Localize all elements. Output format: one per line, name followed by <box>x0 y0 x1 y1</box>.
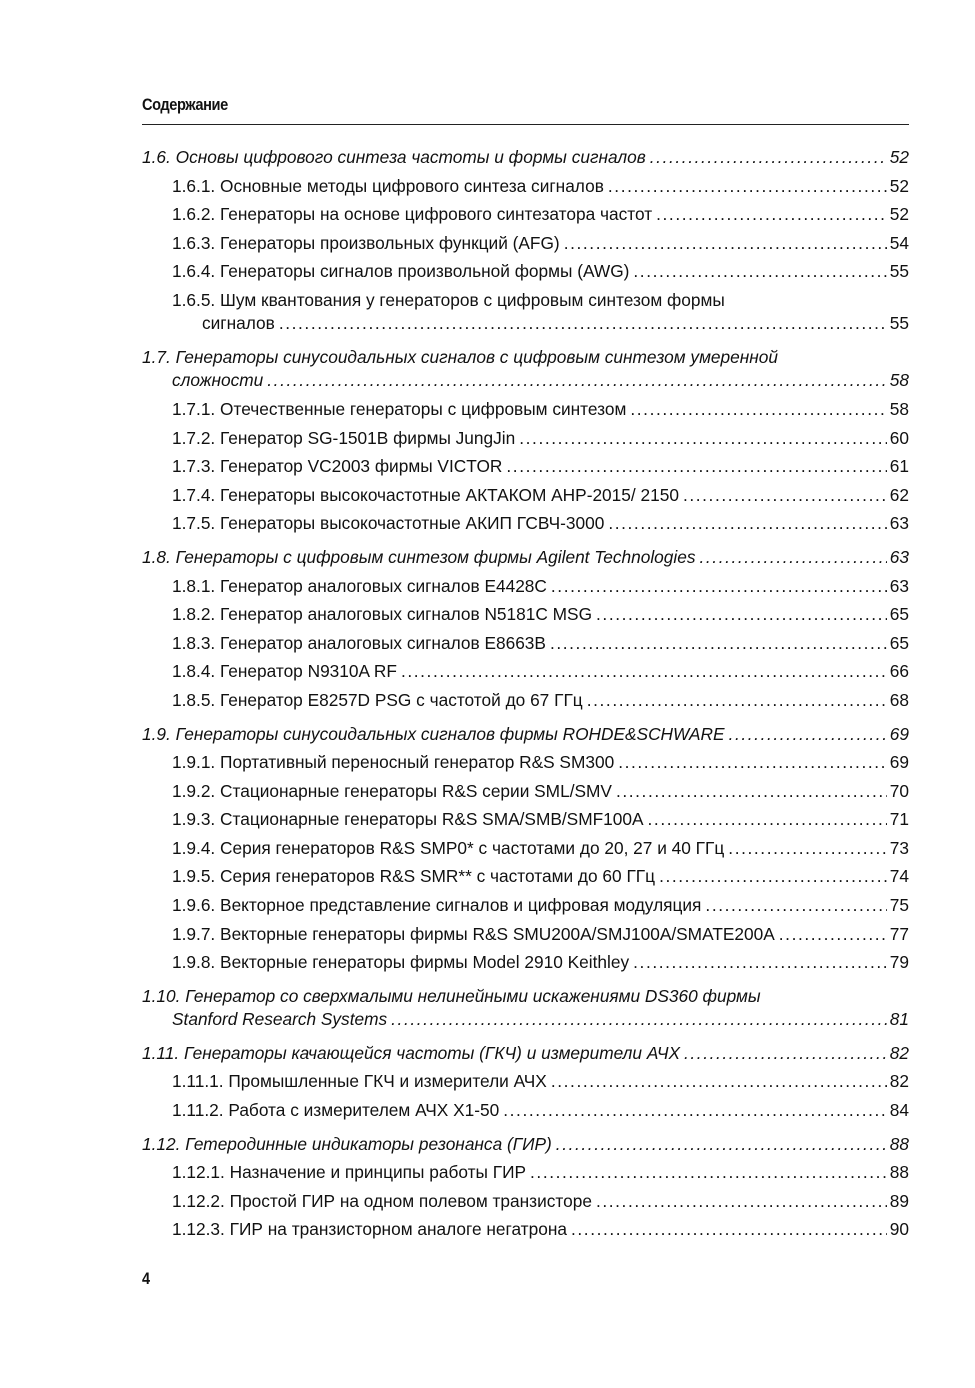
toc-entry-1-8-3[interactable]: 1.8.3. Генератор аналоговых сигналов E8663B ..... 65 <box>142 629 909 658</box>
toc-entry-1-8-4[interactable]: 1.8.4. Генератор N9310A RF ..... 66 <box>142 657 909 686</box>
toc-section-1-12 <box>142 1130 909 1244</box>
table-of-contents <box>142 143 909 1249</box>
toc-entry-1-6-1[interactable]: 1.6.1. Основные методы цифрового синтеза сигналов ..... 52 <box>142 172 909 201</box>
toc-entry-1-11-1[interactable]: 1.11.1. Промышленные ГКЧ и измерители АЧХ ..... 82 <box>142 1067 909 1096</box>
toc-entry-1-7-4[interactable]: 1.7.4. Генераторы высокочастотные АКТАКОМ AHP-2015/ 2150 ..... 62 <box>142 481 909 510</box>
toc-section-1-6 <box>142 143 909 338</box>
toc-section-1-7 <box>142 343 909 538</box>
toc-entry-1-7-3[interactable]: 1.7.3. Генератор VC2003 фирмы VICTOR ..... 61 <box>142 452 909 481</box>
toc-section-1-8 <box>142 543 909 715</box>
toc-entry-1-7[interactable]: 1.7. Генераторы синусоидальных сигналов с цифровым синтезом умеренной сложности ..... 58 <box>142 343 909 395</box>
toc-entry-1-9-8[interactable]: 1.9.8. Векторные генераторы фирмы Model 2910 Keithley ..... 79 <box>142 948 909 977</box>
toc-entry-1-9-1[interactable]: 1.9.1. Портативный переносный генератор R&S SM300 ..... 69 <box>142 748 909 777</box>
toc-entry-1-7-5[interactable]: 1.7.5. Генераторы высокочастотные АКИП ГСВЧ-3000 ..... 63 <box>142 509 909 538</box>
toc-section-1-10 <box>142 982 909 1034</box>
toc-entry-1-12-2[interactable]: 1.12.2. Простой ГИР на одном полевом транзисторе ..... 89 <box>142 1187 909 1216</box>
toc-entry-1-9-4[interactable]: 1.9.4. Серия генераторов R&S SMP0* с частотами до 20, 27 и 40 ГГц ..... 73 <box>142 834 909 863</box>
toc-entry-1-11-2[interactable]: 1.11.2. Работа с измерителем АЧХ Х1-50 ..... 84 <box>142 1096 909 1125</box>
toc-entry-1-9-2[interactable]: 1.9.2. Стационарные генераторы R&S серии SML/SMV ..... 70 <box>142 777 909 806</box>
toc-entry-1-6[interactable]: 1.6. Основы цифрового синтеза частоты и формы сигналов ..... 52 <box>142 143 909 172</box>
toc-section-1-9 <box>142 720 909 977</box>
toc-entry-1-8-5[interactable]: 1.8.5. Генератор E8257D PSG с частотой до 67 ГГц ..... 68 <box>142 686 909 715</box>
toc-entry-1-7-2[interactable]: 1.7.2. Генератор SG-1501B фирмы JungJin ..... 60 <box>142 424 909 453</box>
toc-entry-1-6-3[interactable]: 1.6.3. Генераторы произвольных функций (AFG) ..... 54 <box>142 229 909 258</box>
toc-entry-1-9[interactable]: 1.9. Генераторы синусоидальных сигналов фирмы ROHDE&SCHWARE ..... 69 <box>142 720 909 749</box>
toc-entry-1-12[interactable]: 1.12. Гетеродинные индикаторы резонанса (ГИР) ..... 88 <box>142 1130 909 1159</box>
toc-entry-1-9-3[interactable]: 1.9.3. Стационарные генераторы R&S SMA/SMB/SMF100A ..... 71 <box>142 805 909 834</box>
toc-entry-1-8[interactable]: 1.8. Генераторы с цифровым синтезом фирмы Agilent Technologies ..... 63 <box>142 543 909 572</box>
toc-entry-1-12-1[interactable]: 1.12.1. Назначение и принципы работы ГИР ..... 88 <box>142 1158 909 1187</box>
toc-entry-1-9-7[interactable]: 1.9.7. Векторные генераторы фирмы R&S SMU200A/SMJ100A/SMATE200A ..... 77 <box>142 920 909 949</box>
toc-entry-1-7-1[interactable]: 1.7.1. Отечественные генераторы с цифровым синтезом ..... 58 <box>142 395 909 424</box>
toc-entry-1-11[interactable]: 1.11. Генераторы качающейся частоты (ГКЧ) и измерители АЧХ ..... 82 <box>142 1039 909 1068</box>
toc-entry-1-6-4[interactable]: 1.6.4. Генераторы сигналов произвольной формы (AWG) ..... 55 <box>142 257 909 286</box>
page-number: 4 <box>142 1269 151 1288</box>
toc-entry-1-12-3[interactable]: 1.12.3. ГИР на транзисторном аналоге негатрона ..... 90 <box>142 1215 909 1244</box>
toc-entry-1-6-2[interactable]: 1.6.2. Генераторы на основе цифрового синтезатора частот ..... 52 <box>142 200 909 229</box>
header-rule <box>142 124 909 125</box>
toc-section-1-11 <box>142 1039 909 1125</box>
toc-entry-1-8-2[interactable]: 1.8.2. Генератор аналоговых сигналов N5181C MSG ..... 65 <box>142 600 909 629</box>
running-head-title: Содержание <box>142 95 228 114</box>
toc-entry-1-8-1[interactable]: 1.8.1. Генератор аналоговых сигналов E4428C ..... 63 <box>142 572 909 601</box>
toc-entry-1-10[interactable]: 1.10. Генератор со сверхмалыми нелинейными искажениями DS360 фирмы Stanford Research Systems ..... 81 <box>142 982 909 1034</box>
toc-entry-1-9-5[interactable]: 1.9.5. Серия генераторов R&S SMR** с частотами до 60 ГГц ..... 74 <box>142 862 909 891</box>
toc-entry-1-6-5[interactable]: 1.6.5. Шум квантования у генераторов с цифровым синтезом формы сигналов ..... 55 <box>142 286 909 338</box>
toc-entry-1-9-6[interactable]: 1.9.6. Векторное представление сигналов и цифровая модуляция ..... 75 <box>142 891 909 920</box>
